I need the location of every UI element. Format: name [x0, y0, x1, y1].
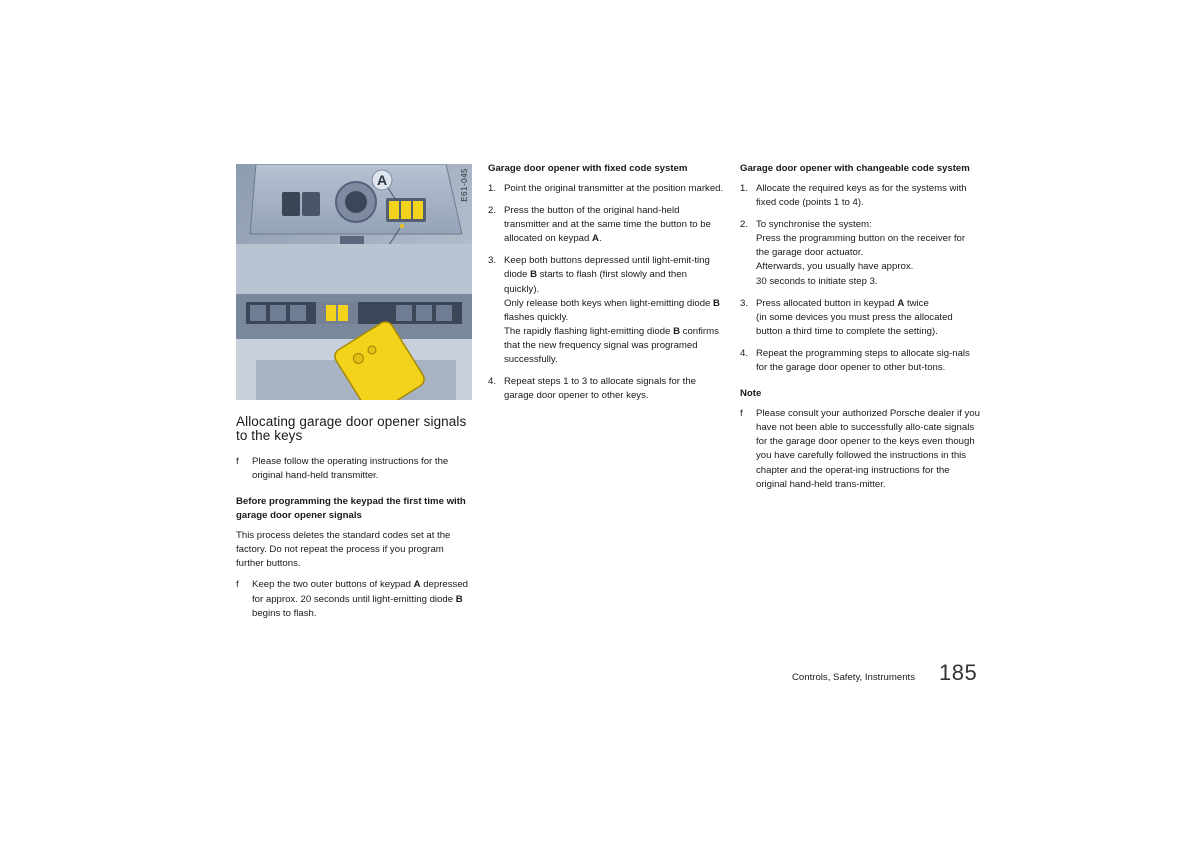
- fixed-step-4: [488, 375, 724, 403]
- step-text: Press the button of the original hand-held transmitter and at the same time the button to be allocated on keypad: [504, 205, 711, 245]
- changeable-code-heading: Garage door opener with changeable code system: [740, 163, 970, 174]
- step-text: Repeat the programming steps to allocate sig-nals for the garage door opener to other but-tons.: [756, 347, 970, 374]
- note-item: [740, 407, 980, 492]
- keep-text-3: begins to flash.: [252, 607, 317, 619]
- changeable-step-1: [740, 182, 980, 210]
- bullet-marker: f: [740, 408, 743, 420]
- step-text: .: [598, 233, 602, 245]
- overhead-console-drawing: [236, 164, 472, 400]
- step-text: (in some devices you must press the allocated button a third time to complete the setting).: [756, 311, 953, 337]
- step-text: Press allocated button in keypad: [756, 297, 898, 309]
- step-number: 3.: [740, 297, 749, 309]
- keypad-ref: A: [592, 233, 599, 245]
- intro-text: Please follow the operating instructions for the original hand-held transmitter.: [252, 456, 449, 482]
- step-text: 30 seconds to initiate step 3.: [756, 275, 878, 287]
- left-column: [236, 164, 472, 629]
- note-text: Please consult your authorized Porsche dealer if you have not been able to successfully allo-cate signals for the garage door opener to the keys even though you have carefully followed the instructions in this chapter and the operat-ing instructions for the original hand-held trans-mitter.: [756, 408, 980, 490]
- intro-item: [236, 455, 472, 483]
- before-text: This process deletes the standard codes set at the factory. Do not repeat the process if you program further buttons.: [236, 530, 451, 570]
- keypad-ref: A: [897, 297, 905, 309]
- fixed-step-3: [488, 254, 724, 367]
- note-heading: Note: [740, 388, 762, 400]
- step-text: Keep both buttons depressed until light-emit-ting diode: [504, 255, 710, 281]
- led-ref: B: [713, 297, 720, 309]
- right-column: [740, 162, 980, 500]
- step-text: To synchronise the system:: [756, 219, 872, 231]
- led-ref: B: [530, 269, 538, 281]
- changeable-step-4: [740, 347, 980, 375]
- bullet-marker: f: [236, 456, 239, 467]
- changeable-step-2: [740, 218, 980, 288]
- step-number: 4.: [488, 376, 497, 388]
- step-text: Allocate the required keys as for the systems with fixed code (points 1 to 4).: [756, 183, 967, 209]
- keep-text-1: Keep the two outer buttons of keypad: [252, 579, 414, 591]
- figure-code: E61-045: [459, 168, 469, 202]
- section-title: Allocating garage door opener signals to the keys: [236, 414, 467, 443]
- keypad-illustration: [236, 164, 472, 400]
- step-text: twice: [904, 297, 929, 309]
- step-text: Point the original transmitter at the position marked.: [504, 183, 724, 194]
- middle-column: [488, 162, 724, 411]
- changeable-step-3: [740, 297, 980, 339]
- label-a: A: [377, 172, 388, 188]
- step-text: Press the programming button on the receiver for the garage door actuator.: [756, 233, 966, 259]
- page-number: 185: [939, 660, 978, 685]
- led-ref: B: [455, 593, 463, 605]
- step-number: 1.: [740, 183, 749, 194]
- keypad-ref: A: [413, 579, 421, 591]
- step-text: Repeat steps 1 to 3 to allocate signals for the garage door opener to other keys.: [504, 376, 696, 402]
- footer-section-label: Controls, Safety, Instruments: [792, 672, 915, 683]
- bullet-marker: f: [236, 579, 239, 591]
- led-ref: B: [673, 325, 680, 337]
- step-number: 3.: [488, 255, 497, 267]
- keep-text-2: depressed for approx. 20 seconds until light-emitting diode: [252, 579, 469, 605]
- step-text: Afterwards, you usually have approx.: [756, 261, 914, 273]
- step-text: starts to flash (first slowly and then quickly).: [504, 269, 687, 295]
- step-number: 1.: [488, 183, 497, 194]
- fixed-step-2: [488, 204, 724, 246]
- fixed-code-heading: Garage door opener with fixed code system: [488, 163, 688, 174]
- step-number: 2.: [488, 205, 497, 217]
- fixed-step-1: [488, 182, 724, 196]
- before-heading: Before programming the keypad the first time with garage door opener signals: [236, 496, 466, 522]
- step-number: 4.: [740, 347, 749, 359]
- step-text: flashes quickly.: [504, 311, 569, 323]
- step-text: Only release both keys when light-emitting diode: [504, 297, 714, 309]
- step-text: confirms that the new frequency signal was programed successfully.: [504, 325, 719, 366]
- step-text: The rapidly flashing light-emitting diode: [504, 325, 674, 337]
- keep-item: [236, 578, 472, 620]
- step-number: 2.: [740, 219, 749, 231]
